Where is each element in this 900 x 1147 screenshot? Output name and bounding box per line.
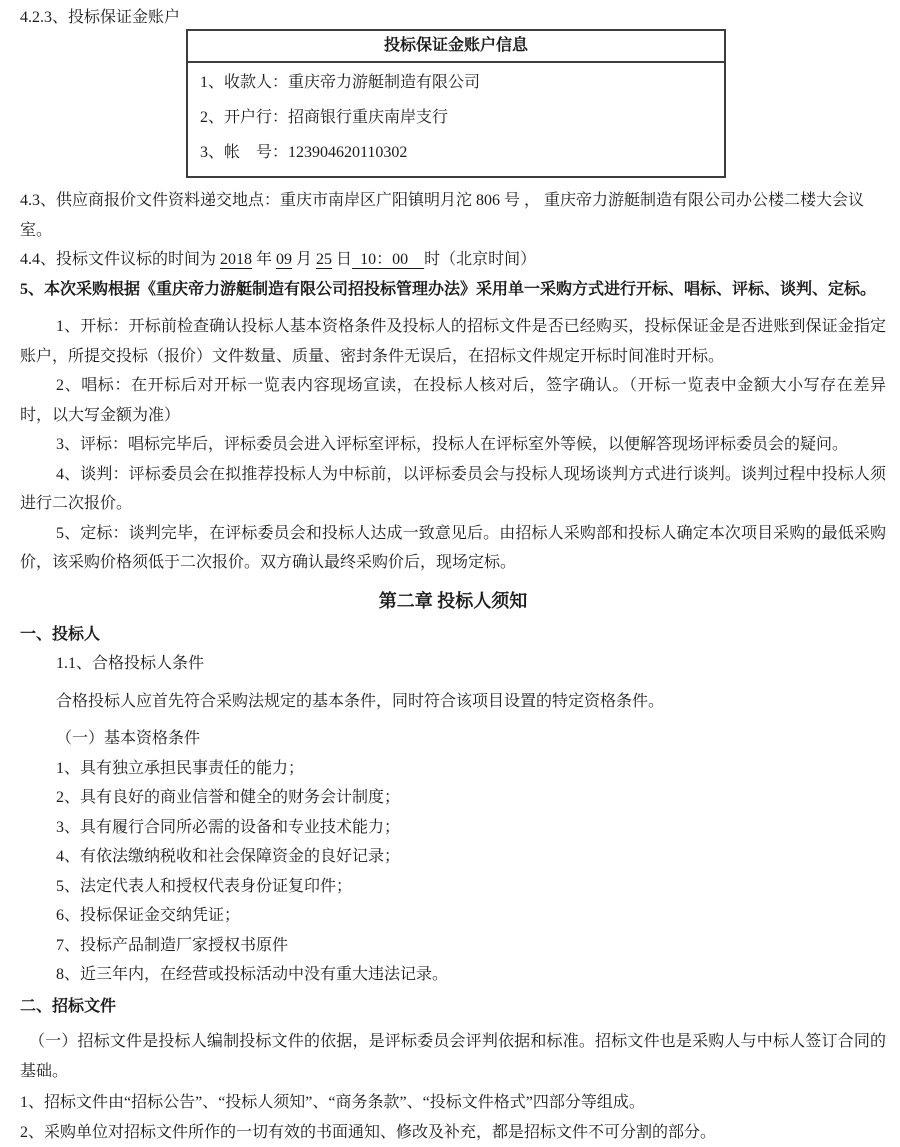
section-2-tender-documents-heading: 二、招标文件 xyxy=(20,992,886,1022)
p44-year-underlined: 2018 xyxy=(220,251,252,268)
qualified-bidder-intro: 合格投标人应首先符合采购法规定的基本条件，同时符合该项目设置的特定资格条件。 xyxy=(20,687,886,717)
step-award: 5、定标：谈判完毕，在评标委员会和投标人达成一致意见后。由招标人采购部和投标人确定本次项目采购的最低采购价，该采购价格须低于二次报价。双方确认最终采购价后，现场定标。 xyxy=(20,519,886,578)
p44-suffix-text: 时（北京时间） xyxy=(424,251,536,268)
condition-item-8: 8、近三年内，在经营或投标活动中没有重大违法记录。 xyxy=(20,960,886,990)
p44-prefix-text: 4.4、投标文件议标的时间为 xyxy=(20,251,220,268)
bond-table-header-row xyxy=(187,30,725,62)
paragraph-5-procurement-method: 5、本次采购根据《重庆帝力游艇制造有限公司招投标管理办法》采用单一采购方式进行开标、唱标、评标、谈判、定标。 xyxy=(20,275,886,305)
condition-item-2: 2、具有良好的商业信誉和健全的财务会计制度； xyxy=(20,783,886,813)
condition-item-3: 3、具有履行合同所必需的设备和专业技术能力； xyxy=(20,813,886,843)
step-negotiate: 4、谈判：评标委员会在拟推荐投标人为中标前，以评标委员会与投标人现场谈判方式进行谈判。谈判过程中投标人须进行二次报价。 xyxy=(20,460,886,519)
step-read-bid: 2、唱标：在开标后对开标一览表内容现场宣读，在投标人核对后，签字确认。（开标一览表中金额大小写存在差异时，以大写金额为准） xyxy=(20,371,886,430)
p44-year-label: 年 xyxy=(252,251,276,268)
section-4-2-3-heading: 4.2.3、投标保证金账户 xyxy=(20,7,886,29)
tender-documents-composition: 1、招标文件由“招标公告”、“投标人须知”、“商务条款”、“投标文件格式”四部分等组成。 xyxy=(20,1088,886,1118)
chapter-2-title: 第二章 投标人须知 xyxy=(20,584,886,618)
basic-qualification-heading: （一）基本资格条件 xyxy=(20,724,886,754)
bond-account-table xyxy=(186,29,726,178)
bond-row-account-number: 3、帐 号：123904620110302 xyxy=(200,135,718,170)
step-evaluate-bid: 3、评标：唱标完毕后，评标委员会进入评标室评标，投标人在评标室外等候，以便解答现场评标委员会的疑问。 xyxy=(20,430,886,460)
paragraph-4-4-bid-time xyxy=(20,245,886,275)
bond-row-payee: 1、收款人：重庆帝力游艇制造有限公司 xyxy=(200,65,718,100)
p44-time-underlined: 10：00 xyxy=(352,251,424,268)
section-1-1-heading: 1.1、合格投标人条件 xyxy=(20,649,886,679)
p44-day-label: 日 xyxy=(332,251,352,268)
bond-table-body-row xyxy=(187,62,725,177)
condition-item-6: 6、投标保证金交纳凭证； xyxy=(20,901,886,931)
p44-month-label: 月 xyxy=(292,251,316,268)
bond-table-body xyxy=(187,62,725,177)
condition-item-5: 5、法定代表人和授权代表身份证复印件； xyxy=(20,872,886,902)
p44-day-underlined: 25 xyxy=(316,251,332,268)
condition-item-7: 7、投标产品制造厂家授权书原件 xyxy=(20,931,886,961)
paragraph-4-3-delivery-address: 4.3、供应商报价文件资料递交地点：重庆市南岸区广阳镇明月沱 806 号 ， 重庆帝力游艇制造有限公司办公楼二楼大会议室。 xyxy=(20,186,886,245)
section-1-bidders-heading: 一、投标人 xyxy=(20,620,886,650)
p44-month-underlined: 09 xyxy=(276,251,292,268)
tender-documents-amendments: 2、采购单位对招标文件所作的一切有效的书面通知、修改及补充，都是招标文件不可分割的部分。 xyxy=(20,1118,886,1147)
condition-item-1: 1、具有独立承担民事责任的能力； xyxy=(20,754,886,784)
condition-item-4: 4、有依法缴纳税收和社会保障资金的良好记录； xyxy=(20,842,886,872)
tender-documents-basis-paragraph: （一）招标文件是投标人编制投标文件的依据，是评标委员会评判依据和标准。招标文件也是采购人与中标人签订合同的基础。 xyxy=(20,1027,886,1086)
bond-table-title: 投标保证金账户信息 xyxy=(187,30,725,62)
bond-row-bank: 2、开户行：招商银行重庆南岸支行 xyxy=(200,100,718,135)
step-open-bid: 1、开标：开标前检查确认投标人基本资格条件及投标人的招标文件是否已经购买，投标保证金是否进账到保证金指定账户，所提交投标（报价）文件数量、质量、密封条件无误后，在招标文件规定开标时间准时开标。 xyxy=(20,312,886,371)
